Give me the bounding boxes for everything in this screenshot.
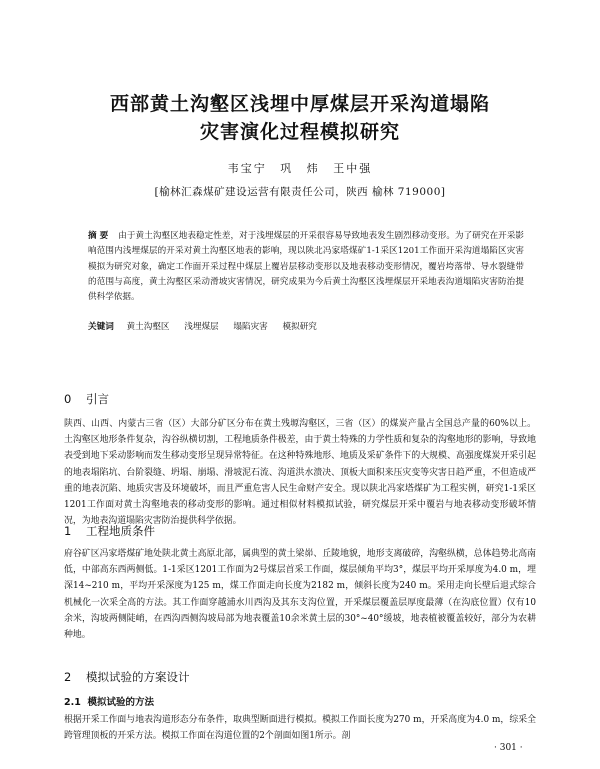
keywords-label: 关键词 xyxy=(88,322,114,332)
subsection-number: 2.1 xyxy=(64,697,81,708)
abstract-label: 摘 要 xyxy=(88,231,109,241)
section-heading-experiment-design xyxy=(64,669,190,685)
keywords xyxy=(88,320,524,335)
author-name: 韦宝宁 xyxy=(227,162,267,175)
section-number: 1 xyxy=(64,524,72,538)
section-body-geology: 府谷矿区冯家塔煤矿地处陕北黄土高原北部，属典型的黄土梁峁、丘陵地貌，地形支离破碎，沟壑纵横，总体趋势北高南低，中部高东西两侧低。1-1采区1201工作面为2号煤层首采工作面，煤层倾角平均3°，煤层平均开采厚度为4.0 m，埋深14~210 m，平均开采深度为125 m，煤工作面走向长度为2182 m，倾斜长度为240 m。采用走向长壁后退式综合机械化一次采全高的方法。其工作面穿越浦水川西沟及其东支沟位置，开采煤层覆盖层厚度最薄（在沟底位置）仅有10余米，沟坡两侧陡峭，在西沟西侧沟坡局部为地表覆盖10余米黄土层的30°~40°缓坡，地表植被覆盖较好，部分为农耕种地。 xyxy=(64,549,536,641)
section-number: 0 xyxy=(64,392,72,406)
author-name: 巩 炜 xyxy=(280,162,320,175)
author-affiliation: [榆林汇森煤矿建设运营有限责任公司，陕西 榆林 719000] xyxy=(154,186,446,198)
subsection-body-method: 根据开采工作面与地表沟道形态分布条件，取典型断面进行模拟。模拟工作面长度为270 m，开采高度为4.0 m，综采全跨管理顶板的开采方法。模拟工作面在沟道位置的2个剖面如图1所示。剖 xyxy=(64,715,536,742)
keyword: 黄土沟壑区 xyxy=(126,322,170,332)
section-title: 引言 xyxy=(86,392,109,406)
abstract-text: 由于黄土沟壑区地表稳定性差，对于浅埋煤层的开采很容易导致地表发生剧烈移动变形。为了研究在开采影响范围内浅埋煤层的开采对黄土沟壑区地表的影响，现以陕北冯家塔煤矿1-1采区1201工作面开采沟道塌陷区灾害模拟为研究对象，确定工作面开采过程中煤层上覆岩层移动变形以及地表移动变形情况，覆岩垮落带、导水裂缝带的范围与高度，黄土沟壑区采动滑坡灾害情况，研究成果为今后黄土沟壑区浅埋煤层开采地表沟道塌陷灾害防治提供科学依据。 xyxy=(88,231,524,303)
author-list xyxy=(0,160,600,176)
keyword: 塌陷灾害 xyxy=(233,322,268,332)
subsection-heading-method xyxy=(64,694,154,708)
page-number: · 301 · xyxy=(494,743,523,753)
section-heading-introduction xyxy=(64,391,109,407)
section-number: 2 xyxy=(64,670,72,684)
subsection-title: 模拟试验的方法 xyxy=(87,697,154,708)
keyword: 模拟研究 xyxy=(282,322,317,332)
author-name: 王中强 xyxy=(333,162,373,175)
section-title: 模拟试验的方案设计 xyxy=(86,670,190,684)
abstract xyxy=(88,229,524,305)
section-title: 工程地质条件 xyxy=(86,524,155,538)
paper-title-line-1: 西部黄土沟壑区浅埋中厚煤层开采沟道塌陷 xyxy=(109,93,490,115)
paper-title-line-2: 灾害演化过程模拟研究 xyxy=(199,121,400,143)
section-body-introduction: 陕西、山西、内蒙古三省（区）大部分矿区分布在黄土残塬沟壑区，三省（区）的煤炭产量占全国总产量的60%以上。土沟壑区地形条件复杂，沟谷纵横切割，工程地质条件极差，由于黄土特殊的力学性质和复杂的沟壑地形的影响，导致地表受到地下采动影响而发生移动变形呈现异常特征。在这种特殊地形、地质及采矿条件下的大规模、高强度煤炭开采引起的地表塌陷坑、台阶裂缝、坍塌、崩塌、滑坡泥石流、沟道洪水溃决、顶板大面积来压灾变等灾害日趋严重，不但造成严重的地表沉陷、地质灾害及环境破坏，而且严重危害人民生命财产安全。现以陕北冯家塔煤矿为工程实例，研究1-1采区1201工作面对黄土沟壑地表的移动变形的影响。通过相似材料模拟试验，研究煤层开采中覆岩与地表移动变形破坏情况，为地表沟道塌陷灾害防治提供科学依据。 xyxy=(64,419,536,527)
keyword: 浅埋煤层 xyxy=(184,322,219,332)
section-heading-geology xyxy=(64,523,155,539)
